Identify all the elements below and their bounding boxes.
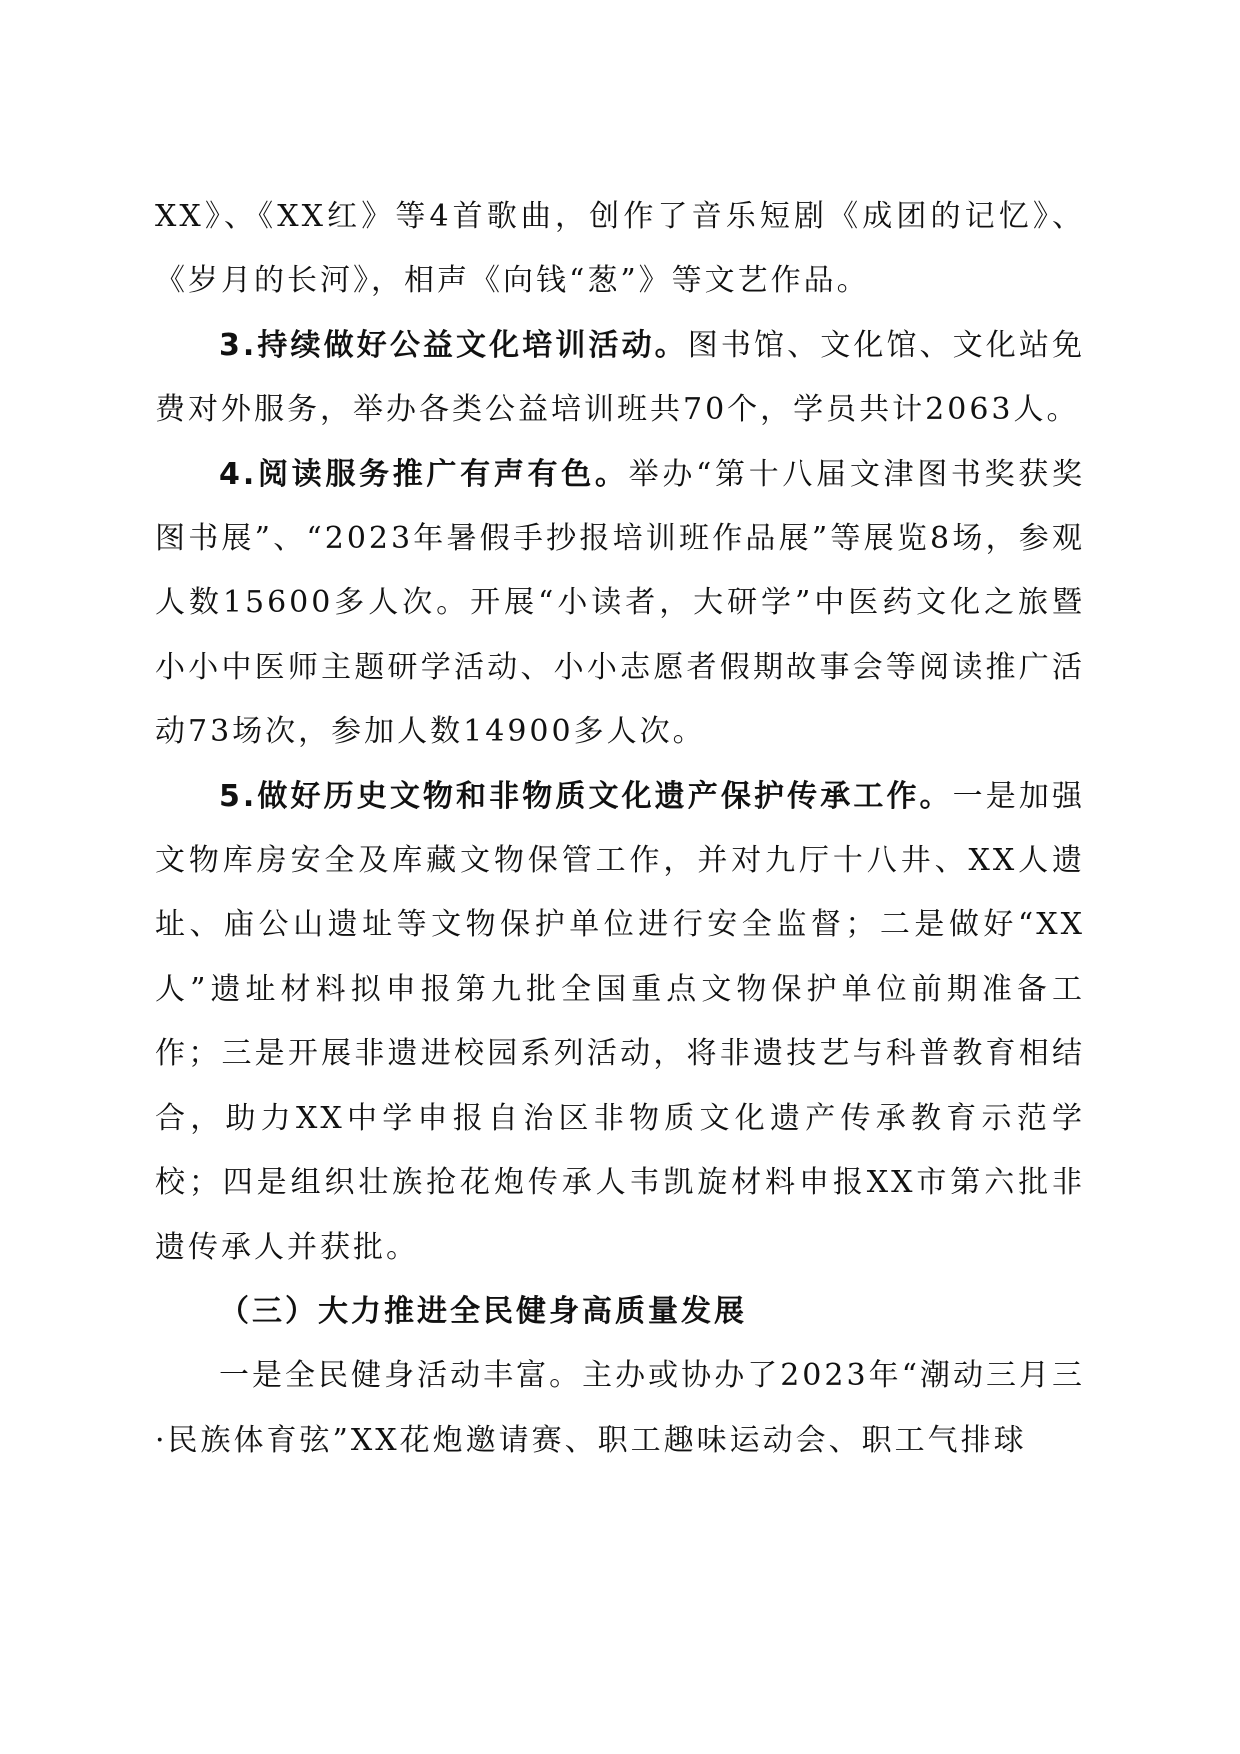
paragraph-text: 一是全民健身活动丰富。主办或协办了2023年“潮动三月三·民族体育弦”XX花炮邀请赛、职工趣味运动会、职工气排球 — [155, 1358, 1085, 1458]
paragraph-reading-promotion — [155, 443, 1085, 765]
paragraph-text: 图书馆、文化馆、文化站免费对外服务，举办各类公益培训班共70个，学员共计2063人。 — [155, 327, 1085, 428]
paragraph-lead: 3.持续做好公益文化培训活动。 — [219, 327, 688, 363]
paragraph-heritage-protection — [155, 765, 1085, 1280]
paragraph-lead: 4.阅读服务推广有声有色。 — [219, 456, 629, 492]
paragraph-fitness-activities — [155, 1344, 1085, 1473]
paragraph-public-training — [155, 314, 1085, 443]
document-body — [155, 185, 1085, 1473]
paragraph-text: 举办“第十八届文津图书奖获奖图书展”、“2023年暑假手抄报培训班作品展”等展览8场，参观人数15600多人次。开展“小读者，大研学”中医药文化之旅暨小小中医师主题研学活动、小小志愿者假期故事会等阅读推广活动73场次，参加人数14900多人次。 — [155, 456, 1085, 750]
section-heading: （三）大力推进全民健身高质量发展 — [219, 1293, 747, 1329]
paragraph-songs-continuation — [155, 185, 1085, 314]
paragraph-text: XX》、《XX红》等4首歌曲，创作了音乐短剧《成团的记忆》、《岁月的长河》，相声《向钱“葱”》等文艺作品。 — [155, 199, 1085, 299]
paragraph-text: 一是加强文物库房安全及库藏文物保管工作，并对九厅十八井、XX人遗址、庙公山遗址等文物保护单位进行安全监督；二是做好“XX人”遗址材料拟申报第九批全国重点文物保护单位前期准备工作；三是开展非遗进校园系列活动，将非遗技艺与科普教育相结合，助力XX中学申报自治区非物质文化遗产传承教育示范学校；四是组织壮族抢花炮传承人韦凯旋材料申报XX市第六批非遗传承人并获批。 — [155, 778, 1085, 1265]
paragraph-lead: 5.做好历史文物和非物质文化遗产保护传承工作。 — [219, 778, 953, 814]
